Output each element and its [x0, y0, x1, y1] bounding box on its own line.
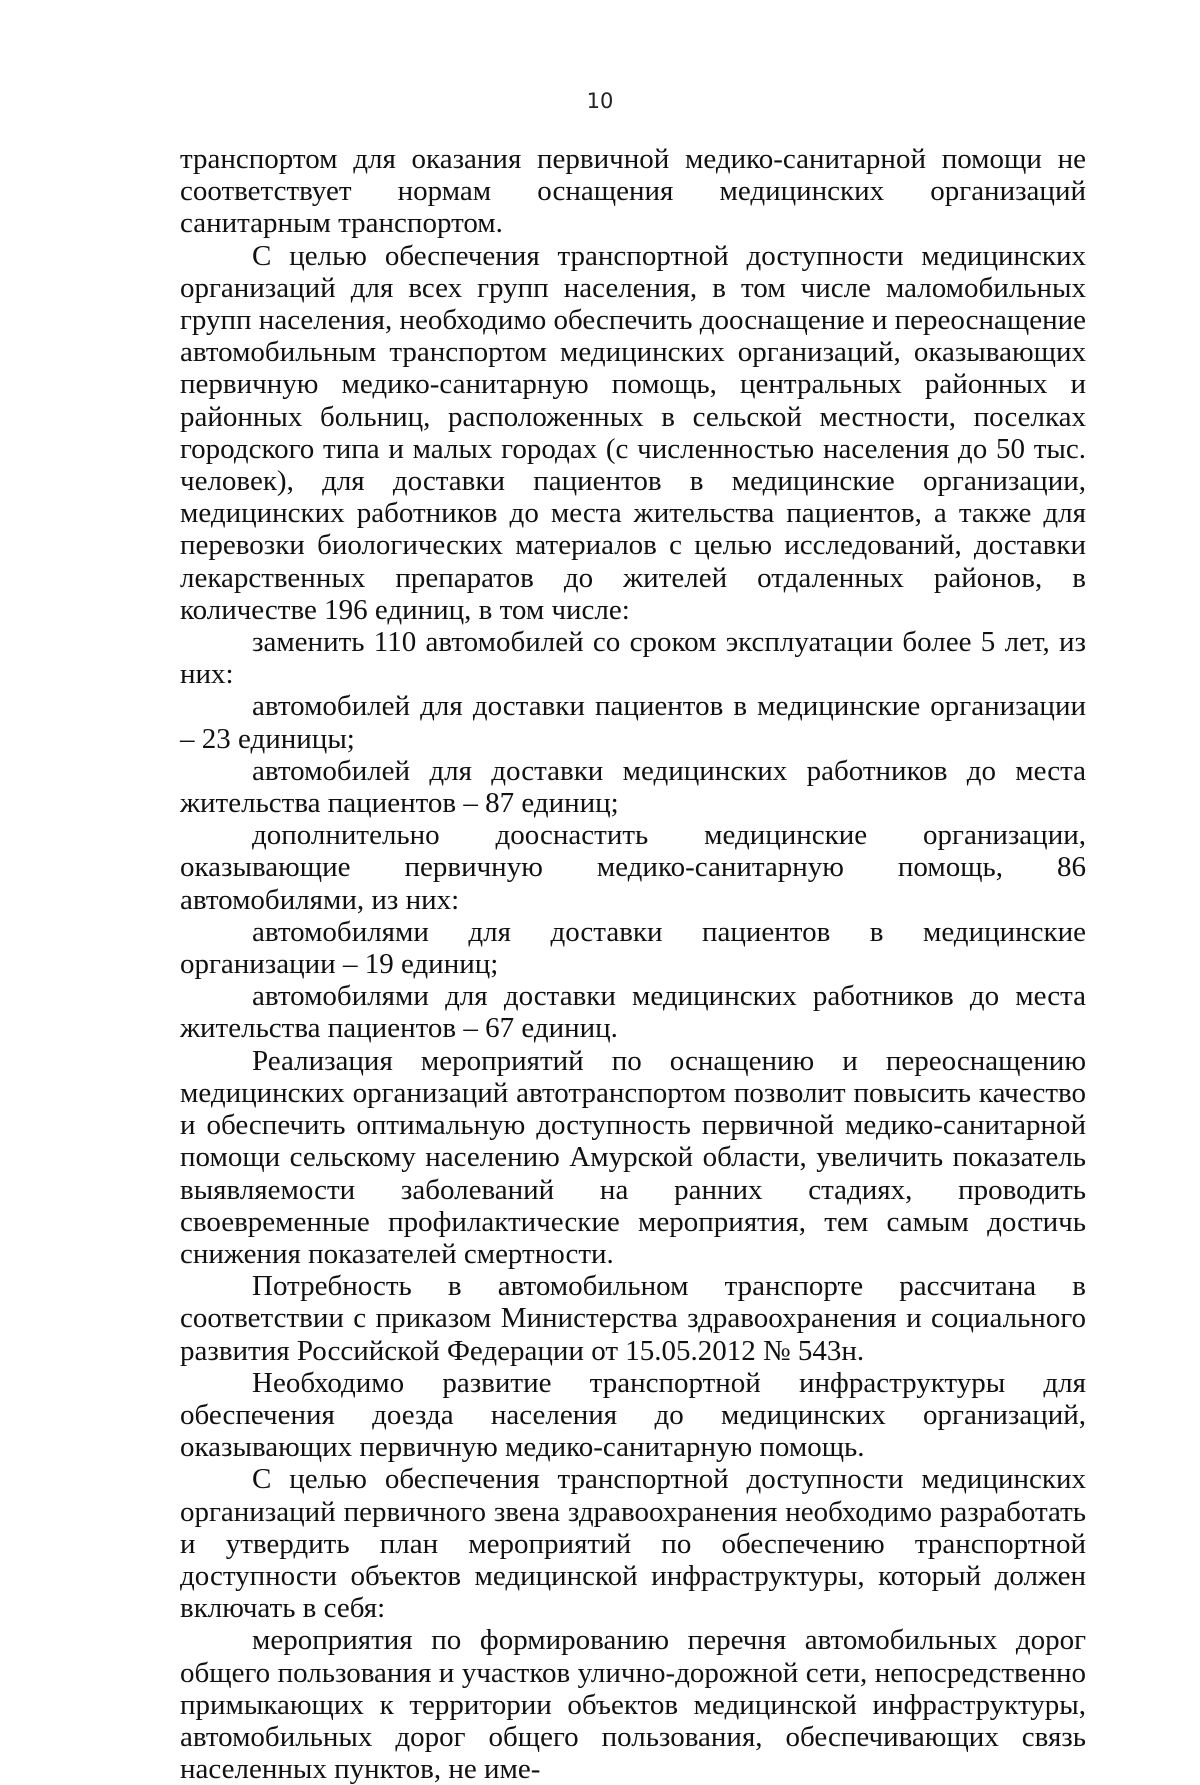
list-item-additional-patient-cars: автомобилями для доставки пациентов в медицинские организации – 19 единиц;	[180, 915, 1086, 981]
page-number: 10	[586, 89, 614, 113]
list-item-additional-cars: дополнительно дооснастить медицинские организации, оказывающие первичную медико-санитарную помощь, 86 автомобилями, из них:	[180, 819, 1086, 916]
paragraph-plan: С целью обеспечения транспортной доступности медицинских организаций первичного звена здравоохранения необходимо разработать и утвердить план мероприятий по обеспечению транспортной доступности объектов медицинской инфраструктуры, который должен включать в себя:	[180, 1463, 1086, 1625]
list-item-additional-worker-cars: автомобилями для доставки медицинских работников до места жительства пациентов – 67 единиц.	[180, 980, 1086, 1045]
paragraph-transport-goal: С целью обеспечения транспортной доступности медицинских организаций для всех групп населения, в том числе маломобильных групп населения, необходимо обеспечить дооснащение и переоснащение автомобильным транспортом медицинских организаций, оказывающих первичную медико-санитарную помощь, центральных районных и районных больниц, расположенных в сельской местности, поселках городского типа и малых городах (с численностью населения до 50 тыс. человек), для доставки пациентов в медицинские организации, медицинских работников до места жительства пациентов, а также для перевозки биологических материалов с целью исследований, доставки лекарственных препаратов до жителей отдаленных районов, в количестве 196 единиц, в том числе:	[180, 239, 1086, 626]
list-item-patient-cars: автомобилей для доставки пациентов в медицинские организации – 23 единицы;	[180, 690, 1086, 755]
paragraph-road-list: мероприятия по формированию перечня автомобильных дорог общего пользования и участков улично-дорожной сети, непосредственно примыкающих к территории объектов медицинской инфраструктуры, автомобильных дорог общего пользования, обеспечивающих связь населенных пунктов, не име-	[180, 1624, 1086, 1785]
document-body	[180, 143, 1086, 1785]
list-item-worker-cars: автомобилей для доставки медицинских работников до места жительства пациентов – 87 единиц;	[180, 754, 1086, 820]
list-item-replace-cars: заменить 110 автомобилей со сроком эксплуатации более 5 лет, из них:	[180, 626, 1086, 691]
paragraph-continuation: транспортом для оказания первичной медико-санитарной помощи не соответствует нормам оснащения медицинских организаций санитарным транспортом.	[180, 143, 1086, 240]
paragraph-infrastructure: Необходимо развитие транспортной инфраструктуры для обеспечения доезда населения до медицинских организаций, оказывающих первичную медико-санитарную помощь.	[180, 1366, 1086, 1464]
paragraph-need-calculation: Потребность в автомобильном транспорте рассчитана в соответствии с приказом Министерства здравоохранения и социального развития Российской Федерации от 15.05.2012 № 543н.	[180, 1270, 1086, 1367]
paragraph-implementation: Реализация мероприятий по оснащению и переоснащению медицинских организаций автотранспортом позволит повысить качество и обеспечить оптимальную доступность первичной медико-санитарной помощи сельскому населению Амурской области, увеличить показатель выявляемости заболеваний на ранних стадиях, проводить своевременные профилактические мероприятия, тем самым достичь снижения показателей смертности.	[180, 1044, 1086, 1270]
